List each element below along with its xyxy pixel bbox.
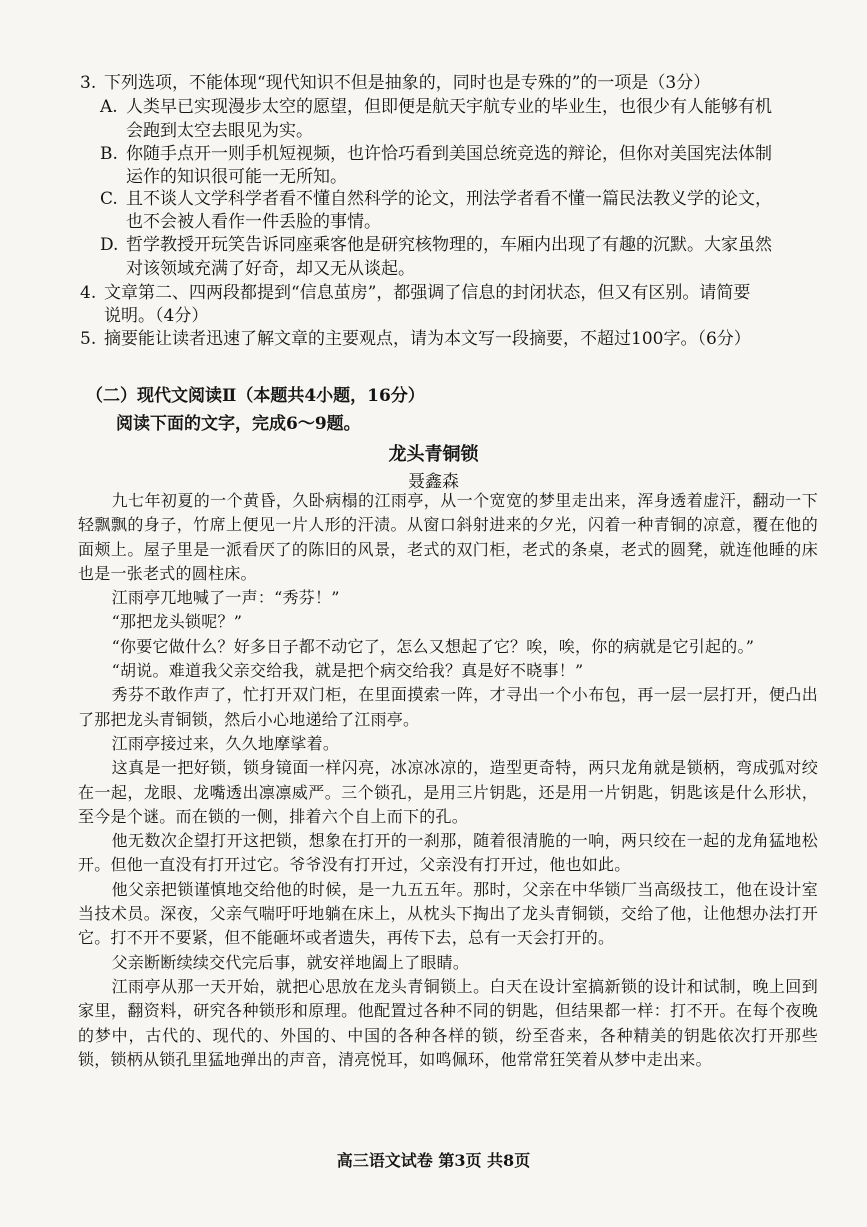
option-text: 你随手点开一则手机短视频，也许恰巧看到美国总统竞选的辩论，但你对美国宪法体制 [126,144,772,164]
story-paragraph: “胡说。难道我父亲交给我，就是把个病交给我？真是好不晓事！” [111,661,584,681]
story-body [78,489,818,1072]
option-a-continued: 会跑到太空去眼见为实。 [126,121,313,141]
question-number: 5. [80,329,97,349]
question-3 [80,70,710,96]
story-paragraph: 九七年初夏的一个黄昏，久卧病榻的江雨亭，从一个宽宽的梦里走出来，浑身透着虚汗，翻动一下轻飘飘的身子，竹席上便见一片人形的汗渍。从窗口斜射进来的夕光，闪着一种青铜的凉意，覆在他的面颊上。屋子里是一派看厌了的陈旧的风景，老式的双门柜，老式的条桌，老式的圆凳，就连他睡的床也是一张老式的圆柱床。 [78,491,818,583]
story-title: 龙头青铜锁 [388,444,479,465]
option-text: 人类早已实现漫步太空的愿望，但即便是航天宇航专业的毕业生，也很少有人能够有机 [126,97,772,117]
option-c-continued: 也不会被人看作一件丢脸的事情。 [126,212,381,232]
question-number: 3. [80,73,97,93]
section-heading: （二）现代文阅读Ⅱ（本题共4小题，16分） [86,386,425,406]
story-paragraph: 父亲断断续续交代完后事，就安祥地阖上了眼睛。 [111,952,470,972]
option-d [100,232,772,258]
question-text: 摘要能让读者迅速了解文章的主要观点，请为本文写一段摘要，不超过100字。（6分） [104,329,751,349]
question-text: 下列选项，不能体现“现代知识不但是抽象的，同时也是专殊的”的一项是（3分） [104,73,711,93]
question-5 [80,326,751,352]
question-4-continued: 说明。（4分） [104,306,209,326]
option-key: C. [100,189,118,209]
question-number: 4. [80,283,97,303]
option-key: D. [100,235,119,255]
story-author: 聂鑫森 [408,472,459,492]
story-paragraph: “那把龙头锁呢？” [111,612,243,632]
option-a [100,94,772,120]
section-instruction: 阅读下面的文字，完成6～9题。 [116,414,361,434]
story-paragraph: 这真是一把好锁，锁身镜面一样闪亮，冰凉冰凉的，造型更奇特，两只龙角就是锁柄，弯成弧对绞在一起，龙眼、龙嘴透出凛凛威严。三个锁孔，是用三片钥匙，还是用一片钥匙，钥匙该是什么形状，至今是个谜。而在锁的一侧，排着六个自上而下的孔。 [78,758,818,826]
option-d-continued: 对该领域充满了好奇，却又无从谈起。 [126,259,415,279]
story-paragraph: 他无数次企望打开这把锁，想象在打开的一刹那，随着很清脆的一响，两只绞在一起的龙角猛地松开。但他一直没有打开过它。爷爷没有打开过，父亲没有打开过，他也如此。 [78,831,818,875]
option-text: 哲学教授开玩笑告诉同座乘客他是研究核物理的，车厢内出现了有趣的沉默。大家虽然 [126,235,772,255]
option-text: 且不谈人文学科学者看不懂自然科学的论文，刑法学者看不懂一篇民法教义学的论文， [126,189,772,209]
page-footer: 高三语文试卷 第3页 共8页 [336,1151,531,1170]
option-b-continued: 运作的知识很可能一无所知。 [126,167,347,187]
story-paragraph: 江雨亭兀地喊了一声：“秀芬！” [111,588,340,608]
option-key: A. [100,97,118,117]
story-paragraph: “你要它做什么？好多日子都不动它了，怎么又想起了它？唉，唉，你的病就是它引起的。” [111,636,755,656]
story-paragraph: 江雨亭从那一天开始，就把心思放在龙头青铜锁上。白天在设计室搞新锁的设计和试制，晚上回到家里，翻资料，研究各种锁形和原理。他配置过各种不同的钥匙，但结果都一样：打不开。在每个夜晚的梦中，古代的、现代的、外国的、中国的各种各样的锁，纷至沓来，各种精美的钥匙依次打开那些锁，锁柄从锁孔里猛地弹出的声音，清亮悦耳，如鸣佩环，他常常狂笑着从梦中走出来。 [78,976,818,1069]
question-text: 文章第二、四两段都提到“信息茧房”，都强调了信息的封闭状态，但又有区别。请简要 [104,283,751,303]
story-paragraph: 他父亲把锁谨慎地交给他的时候，是一九五五年。那时，父亲在中华锁厂当高级技工，他在设计室当技术员。深夜，父亲气喘吁吁地躺在床上，从枕头下掏出了龙头青铜锁，交给了他，让他想办法打开它。打不开不要紧，但不能砸坏或者遗失，再传下去，总有一天会打开的。 [78,879,818,948]
story-paragraph: 秀芬不敢作声了，忙打开双门柜，在里面摸索一阵，才寻出一个小布包，再一层一层打开，便凸出了那把龙头青铜锁，然后小心地递给了江雨亭。 [78,685,818,729]
story-paragraph: 江雨亭接过来，久久地摩挲着。 [111,733,340,753]
option-key: B. [100,144,118,164]
